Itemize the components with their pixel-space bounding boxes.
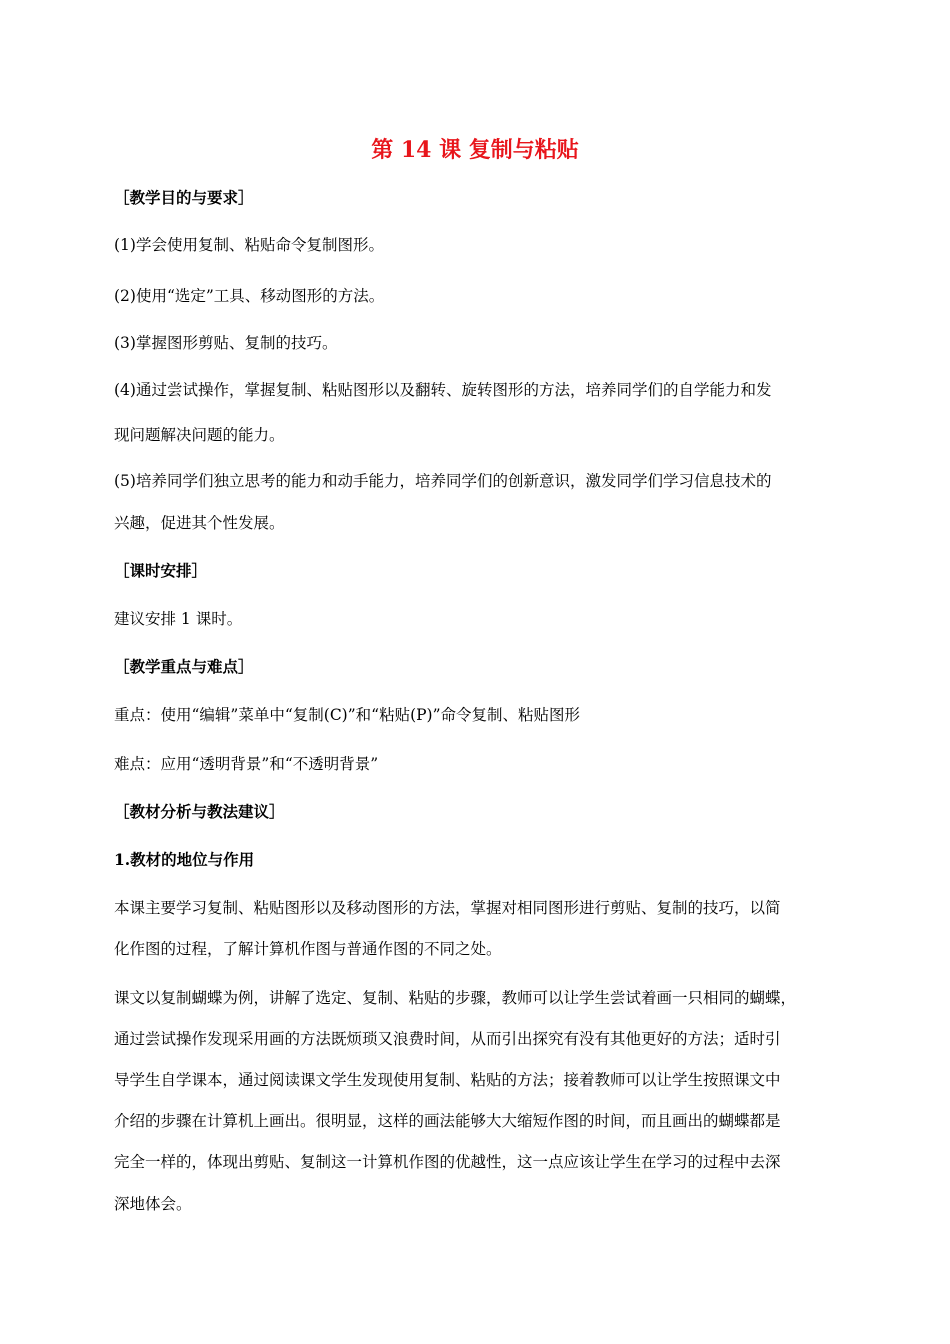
paragraph-2-line-4: 介绍的步骤在计算机上画出。很明显，这样的画法能够大大缩短作图的时间，而且画出的蝴蝶都是 — [114, 1112, 781, 1130]
goal-line-5-cont: 兴趣，促进其个性发展。 — [114, 514, 285, 532]
key-point-text: 重点：使用“编辑”菜单中“复制(C)”和“粘贴(P)”命令复制、粘贴图形 — [114, 706, 581, 724]
paragraph-2-line-5: 完全一样的，体现出剪贴、复制这一计算机作图的优越性，这一点应该让学生在学习的过程中去深 — [114, 1153, 781, 1171]
schedule-text: 建议安排 1 课时。 — [114, 610, 243, 628]
goal-line-4: (4)通过尝试操作，掌握复制、粘贴图形以及翻转、旋转图形的方法，培养同学们的自学能力和发 — [114, 381, 772, 399]
page-title: 第 14 课 复制与粘贴 — [371, 137, 579, 163]
goal-line-1: (1)学会使用复制、粘贴命令复制图形。 — [114, 236, 384, 254]
paragraph-2-line-2: 通过尝试操作发现采用画的方法既烦琐又浪费时间，从而引出探究有没有其他更好的方法；适时引 — [114, 1030, 781, 1048]
paragraph-2-line-3: 导学生自学课本，通过阅读课文学生发现使用复制、粘贴的方法；接着教师可以让学生按照课文中 — [114, 1071, 781, 1089]
goal-line-3: (3)掌握图形剪贴、复制的技巧。 — [114, 334, 338, 352]
paragraph-1-line-1: 本课主要学习复制、粘贴图形以及移动图形的方法，掌握对相同图形进行剪贴、复制的技巧，以简 — [114, 899, 781, 917]
paragraph-2-line-1: 课文以复制蝴蝶为例，讲解了选定、复制、粘贴的步骤，教师可以让学生尝试着画一只相同的蝴蝶， — [114, 989, 797, 1007]
goal-line-5: (5)培养同学们独立思考的能力和动手能力，培养同学们的创新意识，激发同学们学习信息技术的 — [114, 472, 772, 490]
subheading-role: 1.教材的地位与作用 — [114, 850, 255, 869]
section-heading-key-points: ［教学重点与难点］ — [114, 657, 254, 676]
goal-line-2: (2)使用“选定”工具、移动图形的方法。 — [114, 287, 385, 305]
paragraph-1-line-2: 化作图的过程，了解计算机作图与普通作图的不同之处。 — [114, 940, 502, 958]
paragraph-2-line-6: 深地体会。 — [114, 1195, 192, 1213]
goal-line-4-cont: 现问题解决问题的能力。 — [114, 426, 285, 444]
section-heading-goals: ［教学目的与要求］ — [114, 188, 254, 207]
difficult-point-text: 难点：应用“透明背景”和“不透明背景” — [114, 755, 379, 773]
section-heading-schedule: ［课时安排］ — [114, 561, 208, 580]
section-heading-analysis: ［教材分析与教法建议］ — [114, 802, 285, 821]
